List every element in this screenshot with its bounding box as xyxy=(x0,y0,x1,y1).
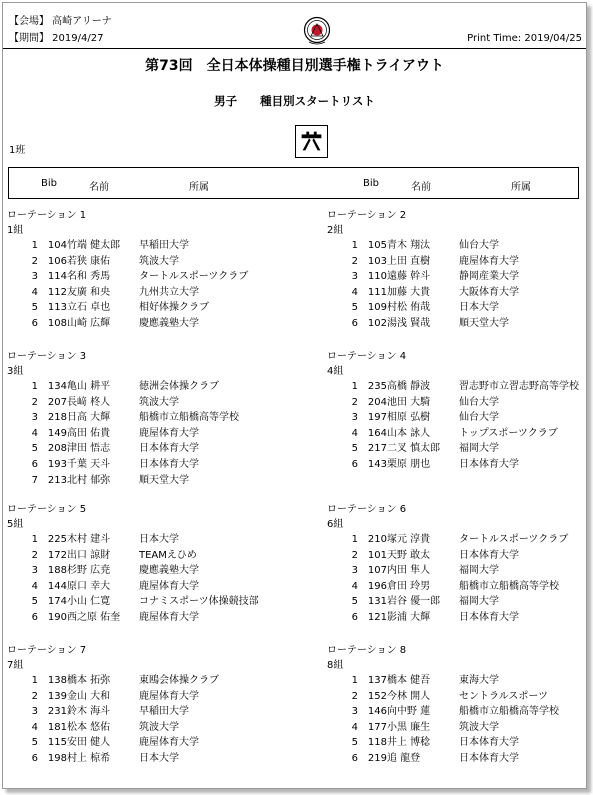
athlete-affiliation: セントラルスポーツ xyxy=(459,690,548,702)
athlete-name: 池田 大騎 xyxy=(387,396,431,408)
athlete-affiliation: コナミスポーツ体操競技部 xyxy=(139,596,259,608)
athlete-affiliation: 早稲田大学 xyxy=(139,240,189,251)
start-order: 3 xyxy=(31,412,38,424)
athlete-name: 高田 佑貴 xyxy=(67,427,111,439)
start-order: 2 xyxy=(31,690,38,702)
start-order: 3 xyxy=(31,271,38,283)
rotation-label: ローテーション 8 xyxy=(327,645,407,656)
rotation-block xyxy=(7,503,269,626)
period-label: 【期間】 2019/4/27 xyxy=(9,33,104,44)
table-row xyxy=(7,379,269,395)
start-order: 6 xyxy=(31,752,38,764)
bib-number: 188 xyxy=(47,565,67,577)
table-row xyxy=(327,441,589,457)
athlete-affiliation: 福岡大学 xyxy=(459,443,499,455)
table-row xyxy=(7,285,269,301)
column-header-affiliation-right: 所属 xyxy=(511,182,531,193)
rotation-label: ローテーション 5 xyxy=(7,504,87,515)
table-row xyxy=(327,300,589,316)
table-row xyxy=(7,316,269,332)
table-row xyxy=(327,457,589,473)
start-order: 6 xyxy=(31,317,38,329)
bib-number: 131 xyxy=(367,596,387,608)
table-row xyxy=(7,735,269,751)
athlete-name: 天野 敢太 xyxy=(387,549,431,561)
athlete-affiliation: タートルスポーツクラブ xyxy=(459,534,569,545)
start-order: 4 xyxy=(31,286,38,298)
start-order: 1 xyxy=(31,381,38,392)
rotation-label: ローテーション 7 xyxy=(7,645,87,656)
start-order: 6 xyxy=(31,611,38,623)
rotation-label: ローテーション 6 xyxy=(327,504,407,515)
venue-label: 【会場】 高崎アリーナ xyxy=(9,16,112,27)
athlete-name: 立石 卓也 xyxy=(67,302,111,314)
start-order: 5 xyxy=(31,737,38,749)
athlete-affiliation: 東鴎会体操クラブ xyxy=(139,675,219,686)
athlete-name: 若狭 康佑 xyxy=(67,255,111,267)
athlete-affiliation: タートルスポーツクラブ xyxy=(139,271,249,283)
athlete-name: 山崎 広輝 xyxy=(67,317,111,329)
bib-number: 149 xyxy=(47,427,67,439)
athlete-name: 村上 椋希 xyxy=(67,752,111,764)
rotation-label: ローテーション 4 xyxy=(327,351,407,362)
athlete-name: 遠藤 幹斗 xyxy=(387,271,431,283)
bib-number: 102 xyxy=(367,317,387,329)
column-header-bib-right: Bib xyxy=(363,178,379,189)
bib-number: 177 xyxy=(367,721,387,733)
start-order: 1 xyxy=(31,534,38,545)
bib-number: 231 xyxy=(47,706,67,718)
bib-number: 110 xyxy=(367,271,387,283)
page-title: 第73回 全日本体操種目別選手権トライアウト xyxy=(145,58,444,74)
athlete-affiliation: 仙台大学 xyxy=(459,412,499,424)
pommel-horse-icon xyxy=(295,125,328,158)
table-row xyxy=(327,673,589,689)
bib-number: 104 xyxy=(47,240,67,251)
athlete-name: 木村 建斗 xyxy=(67,534,111,545)
start-order: 6 xyxy=(351,752,358,764)
athlete-name: 橋本 健吾 xyxy=(387,675,431,686)
bib-number: 152 xyxy=(367,690,387,702)
table-row xyxy=(327,532,589,548)
start-order: 1 xyxy=(351,381,358,392)
start-order: 4 xyxy=(31,427,38,439)
start-order: 6 xyxy=(351,458,358,470)
athlete-affiliation: 慶應義塾大学 xyxy=(139,317,199,329)
bib-number: 137 xyxy=(367,675,387,686)
athlete-name: 橋本 拓弥 xyxy=(67,675,111,686)
bib-number: 217 xyxy=(367,443,387,455)
athlete-name: 名和 秀馬 xyxy=(67,271,111,283)
group-number: 1組 xyxy=(7,225,24,236)
table-row xyxy=(7,532,269,548)
athlete-name: 金山 大和 xyxy=(67,690,111,702)
table-row xyxy=(7,473,269,489)
table-row xyxy=(7,673,269,689)
bib-number: 115 xyxy=(47,737,67,749)
table-row xyxy=(7,410,269,426)
start-order: 1 xyxy=(31,675,38,686)
bib-number: 138 xyxy=(47,675,67,686)
table-row xyxy=(327,689,589,705)
start-order: 2 xyxy=(31,396,38,408)
bib-number: 225 xyxy=(47,534,67,545)
athlete-name: 上田 直樹 xyxy=(387,255,431,267)
start-order: 5 xyxy=(351,302,358,314)
start-order: 6 xyxy=(351,611,358,623)
athlete-name: 岩谷 優一郎 xyxy=(387,596,441,608)
squad-label: 1班 xyxy=(9,145,26,156)
start-order: 5 xyxy=(31,302,38,314)
bib-number: 103 xyxy=(367,255,387,267)
bib-number: 181 xyxy=(47,721,67,733)
group-number: 6組 xyxy=(327,519,344,530)
bib-number: 207 xyxy=(47,396,67,408)
start-order: 4 xyxy=(351,580,358,592)
bib-number: 105 xyxy=(367,240,387,251)
start-order: 1 xyxy=(351,675,358,686)
athlete-affiliation: 日本体育大学 xyxy=(459,752,519,764)
rotation-block xyxy=(7,209,269,332)
athlete-affiliation: 九州共立大学 xyxy=(139,286,199,298)
athlete-affiliation: 習志野市立習志野高等学校 xyxy=(459,381,579,392)
athlete-name: 竹端 健太郎 xyxy=(67,240,121,251)
bib-number: 118 xyxy=(367,737,387,749)
group-number: 8組 xyxy=(327,660,344,671)
start-order: 3 xyxy=(351,706,358,718)
bib-number: 139 xyxy=(47,690,67,702)
group-number: 5組 xyxy=(7,519,24,530)
athlete-affiliation: 日本体育大学 xyxy=(459,737,519,749)
athlete-affiliation: 東海大学 xyxy=(459,675,499,686)
start-order: 6 xyxy=(351,317,358,329)
bib-number: 196 xyxy=(367,580,387,592)
start-order: 1 xyxy=(31,240,38,251)
athlete-affiliation: 順天堂大学 xyxy=(139,474,189,486)
athlete-affiliation: 相好体操クラブ xyxy=(139,302,209,314)
athlete-affiliation: TEAMえひめ xyxy=(139,549,197,561)
athlete-name: 村松 侑哉 xyxy=(387,302,431,314)
print-time-label: Print Time: 2019/04/25 xyxy=(467,33,582,44)
start-order: 3 xyxy=(31,565,38,577)
athlete-name: 相原 弘樹 xyxy=(387,412,431,424)
athlete-name: 津田 悟志 xyxy=(67,443,111,455)
table-row xyxy=(327,579,589,595)
bib-number: 121 xyxy=(367,611,387,623)
page-subtitle: 男子 種目別スタートリスト xyxy=(214,94,375,108)
bib-number: 134 xyxy=(47,381,67,392)
bib-number: 204 xyxy=(367,396,387,408)
rotation-label: ローテーション 3 xyxy=(7,351,87,362)
start-order: 6 xyxy=(31,458,38,470)
athlete-name: 友廣 和央 xyxy=(67,286,111,298)
athlete-name: 加藤 大貴 xyxy=(387,286,431,298)
athlete-affiliation: 筑波大学 xyxy=(459,721,499,733)
table-row xyxy=(327,704,589,720)
table-row xyxy=(7,594,269,610)
start-order: 2 xyxy=(351,255,358,267)
start-order: 3 xyxy=(31,706,38,718)
column-header-name-left: 名前 xyxy=(89,182,109,193)
table-row xyxy=(327,720,589,736)
table-row xyxy=(7,751,269,767)
table-row xyxy=(327,410,589,426)
athlete-affiliation: 筑波大学 xyxy=(139,721,179,733)
start-order: 1 xyxy=(351,534,358,545)
table-row xyxy=(7,548,269,564)
athlete-affiliation: 日本体育大学 xyxy=(459,611,519,623)
table-row xyxy=(7,238,269,254)
rotation-label: ローテーション 2 xyxy=(327,210,407,221)
athlete-affiliation: 静岡産業大学 xyxy=(459,271,519,283)
table-row xyxy=(7,441,269,457)
rotation-block xyxy=(7,350,269,488)
athlete-affiliation: 筑波大学 xyxy=(139,396,179,408)
start-order: 5 xyxy=(351,737,358,749)
bib-number: 106 xyxy=(47,255,67,267)
start-order: 3 xyxy=(351,565,358,577)
bib-number: 114 xyxy=(47,271,67,283)
athlete-affiliation: 筑波大学 xyxy=(139,255,179,267)
athlete-affiliation: 鹿屋体育大学 xyxy=(459,255,519,267)
start-order: 2 xyxy=(351,549,358,561)
start-order: 5 xyxy=(31,443,38,455)
start-order: 5 xyxy=(351,443,358,455)
bib-number: 111 xyxy=(367,286,387,298)
bib-number: 193 xyxy=(47,458,67,470)
table-row xyxy=(7,689,269,705)
table-row xyxy=(327,594,589,610)
start-order: 1 xyxy=(351,240,358,251)
start-list-page xyxy=(2,2,587,789)
athlete-name: 追 龍登 xyxy=(387,752,421,764)
table-row xyxy=(7,563,269,579)
athlete-affiliation: 早稲田大学 xyxy=(139,706,189,718)
table-row xyxy=(7,395,269,411)
rotation-label: ローテーション 1 xyxy=(7,210,87,221)
athlete-name: 湯浅 賢哉 xyxy=(387,317,431,329)
athlete-affiliation: 順天堂大学 xyxy=(459,317,509,329)
athlete-name: 塚元 淳貴 xyxy=(387,534,431,545)
athlete-affiliation: 日本大学 xyxy=(139,534,179,545)
rotation-block xyxy=(327,644,589,767)
bib-number: 143 xyxy=(367,458,387,470)
athlete-affiliation: 鹿屋体育大学 xyxy=(139,427,199,439)
athlete-affiliation: 仙台大学 xyxy=(459,396,499,408)
column-header-bib-left: Bib xyxy=(41,178,57,189)
bib-number: 172 xyxy=(47,549,67,561)
table-row xyxy=(327,379,589,395)
start-order: 4 xyxy=(351,427,358,439)
athlete-affiliation: 鹿屋体育大学 xyxy=(139,611,199,623)
athlete-affiliation: 鹿屋体育大学 xyxy=(139,690,199,702)
table-row xyxy=(327,426,589,442)
table-row xyxy=(7,720,269,736)
athlete-affiliation: 日本体育大学 xyxy=(139,458,199,470)
bib-number: 235 xyxy=(367,381,387,392)
column-header-affiliation-left: 所属 xyxy=(189,182,209,193)
athlete-affiliation: 日本大学 xyxy=(459,302,499,314)
athlete-name: 倉田 玲男 xyxy=(387,580,431,592)
table-row xyxy=(7,254,269,270)
athlete-name: 内田 隼人 xyxy=(387,565,431,577)
table-row xyxy=(327,735,589,751)
athlete-affiliation: 鹿屋体育大学 xyxy=(139,737,199,749)
bib-number: 208 xyxy=(47,443,67,455)
athlete-name: 長﨑 柊人 xyxy=(67,396,111,408)
start-order: 3 xyxy=(351,271,358,283)
athlete-name: 山本 詠人 xyxy=(387,427,431,439)
table-row xyxy=(327,548,589,564)
bib-number: 109 xyxy=(367,302,387,314)
bib-number: 113 xyxy=(47,302,67,314)
table-row xyxy=(327,751,589,767)
athlete-name: 青木 翔汰 xyxy=(387,240,431,251)
rotation-block xyxy=(7,644,269,767)
athlete-affiliation: 日本体育大学 xyxy=(139,443,199,455)
athlete-affiliation: 慶應義塾大学 xyxy=(139,565,199,577)
bib-number: 112 xyxy=(47,286,67,298)
athlete-name: 二叉 慎太郎 xyxy=(387,443,441,455)
athlete-name: 鈴木 海斗 xyxy=(67,706,111,718)
table-row xyxy=(327,563,589,579)
athlete-affiliation: 福岡大学 xyxy=(459,596,499,608)
athlete-affiliation: 日本体育大学 xyxy=(459,458,519,470)
table-row xyxy=(7,610,269,626)
start-order: 2 xyxy=(351,396,358,408)
table-row xyxy=(327,238,589,254)
bib-number: 146 xyxy=(367,706,387,718)
start-order: 4 xyxy=(31,580,38,592)
bib-number: 174 xyxy=(47,596,67,608)
table-row xyxy=(327,269,589,285)
bib-number: 218 xyxy=(47,412,67,424)
athlete-name: 出口 諒財 xyxy=(67,549,111,561)
start-order: 2 xyxy=(31,549,38,561)
start-order: 5 xyxy=(351,596,358,608)
group-number: 2組 xyxy=(327,225,344,236)
bib-number: 210 xyxy=(367,534,387,545)
start-order: 4 xyxy=(351,286,358,298)
athlete-affiliation: 鹿屋体育大学 xyxy=(139,580,199,592)
table-row xyxy=(7,457,269,473)
athlete-name: 高橋 靜波 xyxy=(387,381,431,392)
federation-logo-icon xyxy=(303,16,331,46)
group-number: 4組 xyxy=(327,366,344,377)
table-row xyxy=(327,316,589,332)
bib-number: 198 xyxy=(47,752,67,764)
rotation-block xyxy=(327,209,589,332)
group-number: 7組 xyxy=(7,660,24,671)
athlete-affiliation: 日本大学 xyxy=(139,752,179,764)
start-order: 5 xyxy=(31,596,38,608)
bib-number: 164 xyxy=(367,427,387,439)
table-row xyxy=(327,610,589,626)
athlete-name: 亀山 耕平 xyxy=(67,381,111,392)
bib-number: 190 xyxy=(47,611,67,623)
bib-number: 101 xyxy=(367,549,387,561)
table-row xyxy=(7,269,269,285)
athlete-name: 栗原 朋也 xyxy=(387,458,431,470)
start-order: 2 xyxy=(351,690,358,702)
table-row xyxy=(327,285,589,301)
table-row xyxy=(7,426,269,442)
rotation-block xyxy=(327,503,589,626)
athlete-name: 小山 仁寛 xyxy=(67,596,111,608)
start-order: 4 xyxy=(351,721,358,733)
athlete-affiliation: 船橋市立船橋高等学校 xyxy=(139,412,239,424)
athlete-affiliation: 徳洲会体操クラブ xyxy=(139,381,219,392)
athlete-affiliation: 船橋市立船橋高等学校 xyxy=(459,580,559,592)
header-divider xyxy=(3,48,586,49)
athlete-affiliation: 福岡大学 xyxy=(459,565,499,577)
athlete-affiliation: 大阪体育大学 xyxy=(459,286,519,298)
bib-number: 219 xyxy=(367,752,387,764)
table-row xyxy=(327,395,589,411)
athlete-name: 日高 大輝 xyxy=(67,412,111,424)
athlete-name: 小黒 廉生 xyxy=(387,721,431,733)
table-row xyxy=(7,579,269,595)
rotation-block xyxy=(327,350,589,473)
athlete-name: 西之原 佑奎 xyxy=(67,611,121,623)
column-header-name-right: 名前 xyxy=(411,182,431,193)
athlete-name: 千葉 天斗 xyxy=(67,458,111,470)
start-order: 4 xyxy=(31,721,38,733)
athlete-affiliation: トップスポーツクラブ xyxy=(459,427,558,439)
athlete-name: 松本 悠佑 xyxy=(67,721,111,733)
table-row xyxy=(7,300,269,316)
bib-number: 107 xyxy=(367,565,387,577)
athlete-name: 今林 開人 xyxy=(387,690,431,702)
group-number: 3組 xyxy=(7,366,24,377)
athlete-name: 北村 郁弥 xyxy=(67,474,111,486)
athlete-affiliation: 船橋市立船橋高等学校 xyxy=(459,706,559,718)
table-row xyxy=(7,704,269,720)
bib-number: 144 xyxy=(47,580,67,592)
athlete-affiliation: 日本体育大学 xyxy=(459,549,519,561)
bib-number: 108 xyxy=(47,317,67,329)
athlete-affiliation: 仙台大学 xyxy=(459,240,499,251)
table-row xyxy=(327,254,589,270)
bib-number: 213 xyxy=(47,474,67,486)
athlete-name: 井上 博稔 xyxy=(387,737,431,749)
athlete-name: 影浦 大輝 xyxy=(387,611,431,623)
athlete-name: 安田 健人 xyxy=(67,737,111,749)
athlete-name: 向中野 蓮 xyxy=(387,706,431,718)
start-order: 3 xyxy=(351,412,358,424)
bib-number: 197 xyxy=(367,412,387,424)
start-order: 2 xyxy=(31,255,38,267)
start-order: 7 xyxy=(31,474,38,486)
athlete-name: 原口 幸大 xyxy=(67,580,111,592)
athlete-name: 杉野 広尭 xyxy=(67,565,111,577)
